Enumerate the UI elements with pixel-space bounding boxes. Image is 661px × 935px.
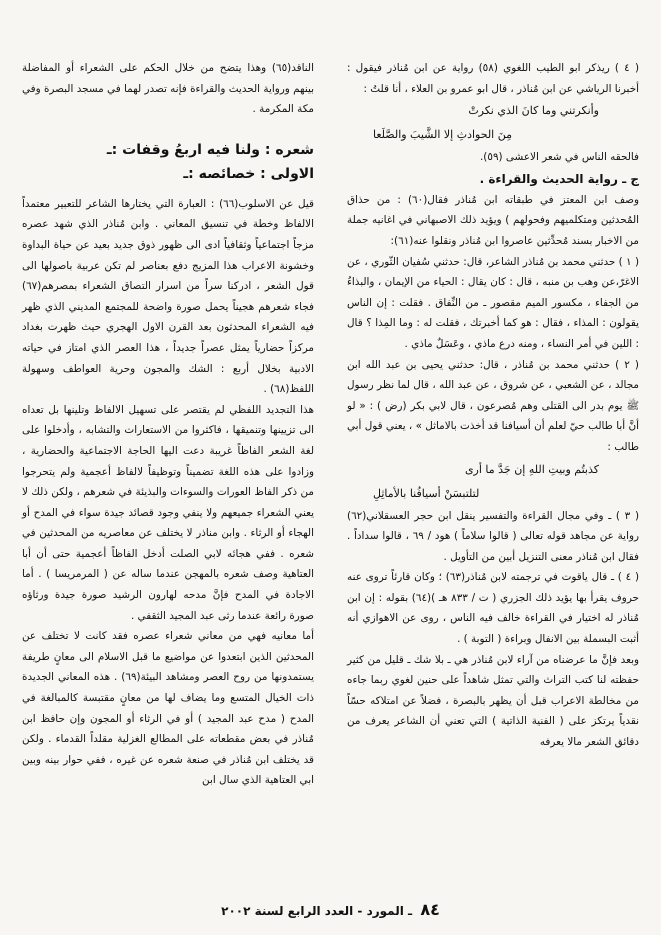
- page-number: ٨٤: [420, 900, 440, 919]
- verse-line: وأنكرتني وما كانَ الذي نكرتْ: [468, 104, 599, 118]
- paragraph: ( ٤ ) ريذكر ابو الطيب اللغوي (٥٨) رواية عن ابن مُناذر فيقول : أخبرنا الرياشي عن ابن مُناذر ، قال ابو عمرو بن العلاء ، أنا قلتُ :: [347, 62, 640, 95]
- section-heading: ج ـ رواية الحديث والقراءة .: [479, 171, 639, 186]
- paragraph: ( ٢ ) حدثني محمد بن مُناذر ، قال: حدثني يحيى بن عبد الله ابن مجالد ، عن الشعبي ، عن شروق ، عن عبد الله ، قال لما نظر رسول ﷺ يوم بدر الى القتلى وهم مُصرعون ، قال لابي بكر (رض ) : « لو أنَّ أبا طالب حيّ لعلم أن أسيافنا قد أخذت بالاماثل » ، يعني قول أبي طالب :: [347, 358, 639, 453]
- paragraph: الناقد(٦٥) وهذا يتضح من خلال الحكم على الشعراء أو المفاضلة بينهم ورواية الحديث والقراءة فإنه تصدر لهما في مسجد البصرة وفي مكة المكرمة .: [22, 62, 314, 116]
- paragraph: أما معانيه فهي من معاني شعراء عصره فقد كانت لا تختلف عن المحدثين الذين ابتعدوا عن مواضيع ما قبل الاسلام الى معانٍ طريفة يستمدونها من روح العصر ومشاهد البيئة(٦٩) . هذه المعاني الجديدة ذات الخيال المتسع وما يضاف لها من معانٍ مقتبسة كالمبالغة في المدح ( مدح عبد المجيد ) أو في الرثاء أو المجون وإن حافظ ابن مُناذر في بعض مقطعاته على المطالع الغزلية مقلداً القدماء . ولكن قد يختلف ابن مُناذر في صنعة شعره عن غيره ، ففي حوار بينه وبين ابي العتاهية الذي سال ابن: [22, 630, 314, 787]
- paragraph: فالحقه الناس في شعر الاعشى (٥٩).: [480, 151, 639, 164]
- paragraph: قيل عن الاسلوب(٦٦) : العبارة التي يختارها الشاعر للتعبير معتمداً الالفاظ وخطة في تنسيق المعاني . وابن مُناذر الذي شهد عصره مزجاً اجتماعياً وثقافياً ادى الى ظهور ذوق جديد بعيد عن حياة البداوة وخشونة الاعراب هذا المزيج دفع بعناصر لم تكن عربية باصولها الى قول الشعر ، ادركنا سراً من اسرار التصاق الشعراء بمصرهم(٦٧) فجاء شعرهم هجيناً يحمل صورة واضحة للمجتمع المديني الذي ظهر فيه الشعراء المحدثون بعد القرن الاول الهجري حيث ظهرت بغداد مركزاً حضارياً يمثل عصراً جديداً ، هذا العصر الذي امتاز في حياته الادبية بخلال أربع : الشك والمجون وحرية العواطف وسهولة اللفظ(٦٨) .: [22, 197, 314, 396]
- section-heading: شعره : ولنا فيه اربعُ وقفات :ـ: [106, 141, 314, 158]
- paragraph: هذا التجديد اللفظي لم يقتصر على تسهيل الالفاظ وتلينها بل تعداه الى تزيينها وتنميقها ، فاكثروا من الاستعارات والتشابه ، وأدخلوا على لغة الشعر الفاظاً غريبة دعت اليها الحاجة الاجتماعية والحضارية ، وزادوا على هذه اللغة تضميناً وتوظيفاً لالفاظ أعجمية ولم يتحرجوا من ذكر الفاظ العورات والسوءات والبذيئة في شعرهم ، ولكن ذلك لا يعني الشعراء جميعهم ولا ينفي وجود قصائد جيدة سواء في المدح أو الهجاء أو الرثاء . وابن مناذر لا يختلف عن معاصريه من المحدثين في شعره . ففي هجائه لابي الصلت أدخل الفاظاً أعجمية حتى أن أبا العتاهية وصف شعره بالمهجن عندما ساله عن ( المرمريسا ) . أما الاجادة في المدح فإنَّ مدحه لهارون الرشيد صورة جيدة ورثاؤه صورة رائعة عندما رثى عبد المجيد الثقفي .: [22, 403, 314, 622]
- journal-caption: ـ المورد - العدد الرابع لسنة ٢٠٠٢: [221, 904, 413, 918]
- verse-line: مِنَ الحوادثِ إلا الشَّيبَ والصَّلَعا: [373, 128, 512, 142]
- paragraph: وبعد فإنَّ ما عرضناه من آراء لابن مُناذر هي ـ بلا شك ـ قليل من كثير حفظته لنا كتب التراث والتي تمثل شاهداً على حنين لغوي ربما جاءه من مخالطة الاعراب قبل أن يظهر بالبصرة ، فضلاً عن امتلاكه حسّاً نقدياً يرتكز على ( الفنية الذاتية ) التي تعني أن الشاعر يعرف من دقائق الشعر مالا يعرفه: [347, 653, 639, 749]
- paragraph: وصف ابن المعتز في طبقاته ابن مُناذر فقال(٦٠) : من حذاق المُحدثين ومتكلميهم وفحولهم ) ويؤيد ذلك الاصبهاني في اغانيه جملة من الاخبار بسند مُحدِّثين عاصروا ابن مُناذر ونقلوا عنه(٦١):: [347, 193, 639, 247]
- page-footer: [0, 900, 661, 921]
- verse-line: كذبتُم وبيتِ اللهِ إن جَدَّ ما أرى: [464, 462, 599, 476]
- right-column: [347, 58, 639, 753]
- paragraph: ( ٣ ) ـ وفي مجال القراءة والتفسير ينقل ابن حجر العسقلاني(٦٢) رواية عن مجاهد قوله تعالى ( قالوا سلاماً ) هود / ٦٩ ، قالوا سداداً . فقال ابن مُناذر معنى التنزيل أبين من التأويل .: [347, 509, 639, 563]
- verse-line: لتلتبسَنْ أسيافُنا بالأماثِلِ: [373, 486, 480, 500]
- section-heading-block: [22, 138, 314, 186]
- paragraph: ( ٤ ) ـ قال ياقوت في ترجمته لابن مُناذر(٦٣) ؛ وكان قارئاً تروى عنه حروف يقرأ بها يؤيد ذلك الجزري ( ت / ٨٣٣ هـ )(٦٤) بقوله : إن ابن مُناذر له اختيار في القراءة خالف فيه الناس ، روى عن الاهوازي أنه أثبت البسملة بين الانفال وبراءة ( التوبة ) .: [347, 571, 640, 646]
- subsection-heading: الاولى : خصائصه :ـ: [183, 165, 314, 182]
- left-column: [22, 58, 314, 791]
- paragraph: ( ١ ) حدثني محمد بن مُناذر الشاعر، قال: حدثني سُفيان الثّوري ، عن الاغرّ،عن وهب بن منبه ، قال : كان يقال : الحياء من الإيمان ، والبذاءُ من الجفاء ، مكسور الميم مقصور ـ من النِّفاق . فقلت : إن الناس يقولون : المذاء ، فقال : هو كما أخبرتك ، فقلت له : وما المِذا ؟ قال : اللين في أمر النساء ، ومنه درع ماذي ، وعَسَلٌ ماذي .: [347, 255, 640, 350]
